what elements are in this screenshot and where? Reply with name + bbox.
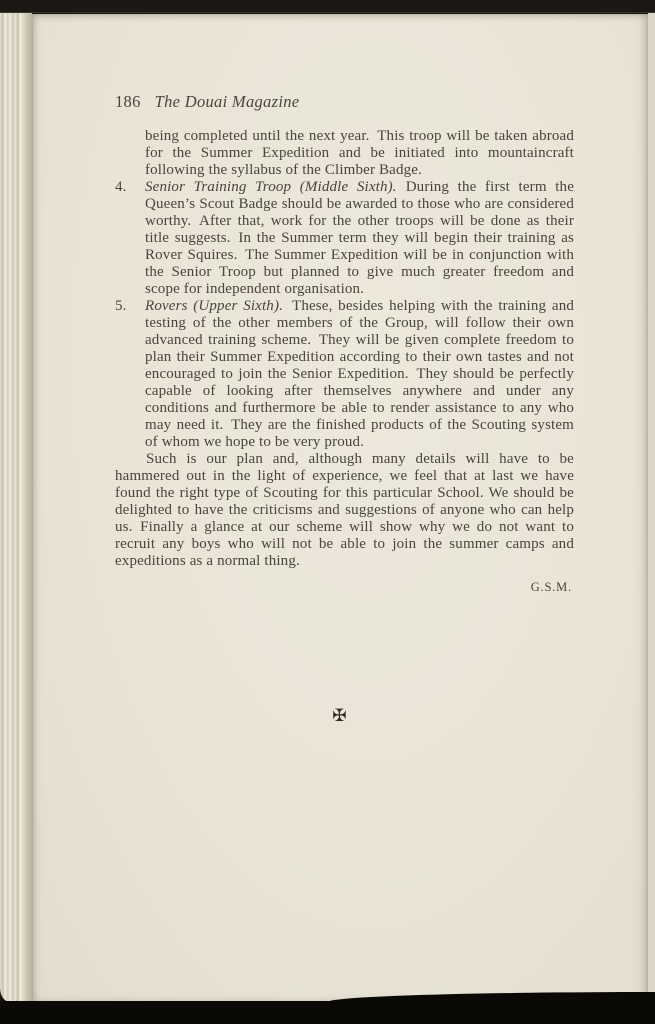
magazine-title: The Douai Magazine: [154, 92, 300, 111]
item-number: 4.: [115, 179, 127, 195]
item-paragraph: [145, 179, 574, 298]
page-stack-edges: [0, 13, 32, 1002]
page-number: 186: [115, 92, 141, 111]
running-head: [115, 92, 299, 112]
list-item-5: [115, 298, 574, 451]
author-initials: G.S.M.: [530, 580, 572, 594]
maltese-cross-ornament: ✠: [332, 706, 347, 726]
paragraph-closing: Such is our plan and, although many details will have to be hammered out in the light of experience, we feel that at last we have found the right type of Scouting for this particular School. We should be delighted to have the criticisms and suggestions of anyone who can help us. Finally a glance at our scheme will show why we do not want to recruit any boys who will not be able to join the summer camps and expeditions as a normal thing.: [115, 451, 574, 569]
scan-top-border: [0, 0, 655, 13]
item-title: Senior Training Troop (Middle Sixth).: [145, 179, 397, 195]
scan-bottom-border: [0, 1001, 655, 1024]
paragraph-intro: being completed until the next year. This troop will be taken abroad for the Summer Expedition and be initiated into mountaincraft following the syllabus of the Climber Badge.: [145, 128, 574, 178]
item-number: 5.: [115, 298, 127, 314]
list-item-4: [115, 179, 574, 298]
magazine-page: [32, 14, 648, 1001]
body-text: [115, 128, 574, 725]
item-text: These, besides helping with the training and testing of the other members of the Group, will follow their own advanced training scheme. They will be given complete freedom to plan their Summer Expedition according to their own tastes and not encouraged to join the Senior Expedition. They should be perfectly capable of looking after themselves anywhere and under any conditions and furthermore be able to render assistance to any who may need it. They are the finished products of the Scouting system of whom we hope to be very proud.: [145, 298, 574, 450]
item-paragraph: [145, 298, 574, 451]
item-text: During the first term the Queen’s Scout Badge should be awarded to those who are considered worthy. After that, work for the other troops will be done as their title suggests. In the Summer term they will begin their training as Rover Squires. The Summer Expedition will be in conjunction with the Senior Troop but planned to give much greater freedom and scope for independent organisation.: [145, 179, 574, 297]
item-title: Rovers (Upper Sixth).: [145, 298, 283, 314]
page-right-edge: [648, 13, 655, 1002]
